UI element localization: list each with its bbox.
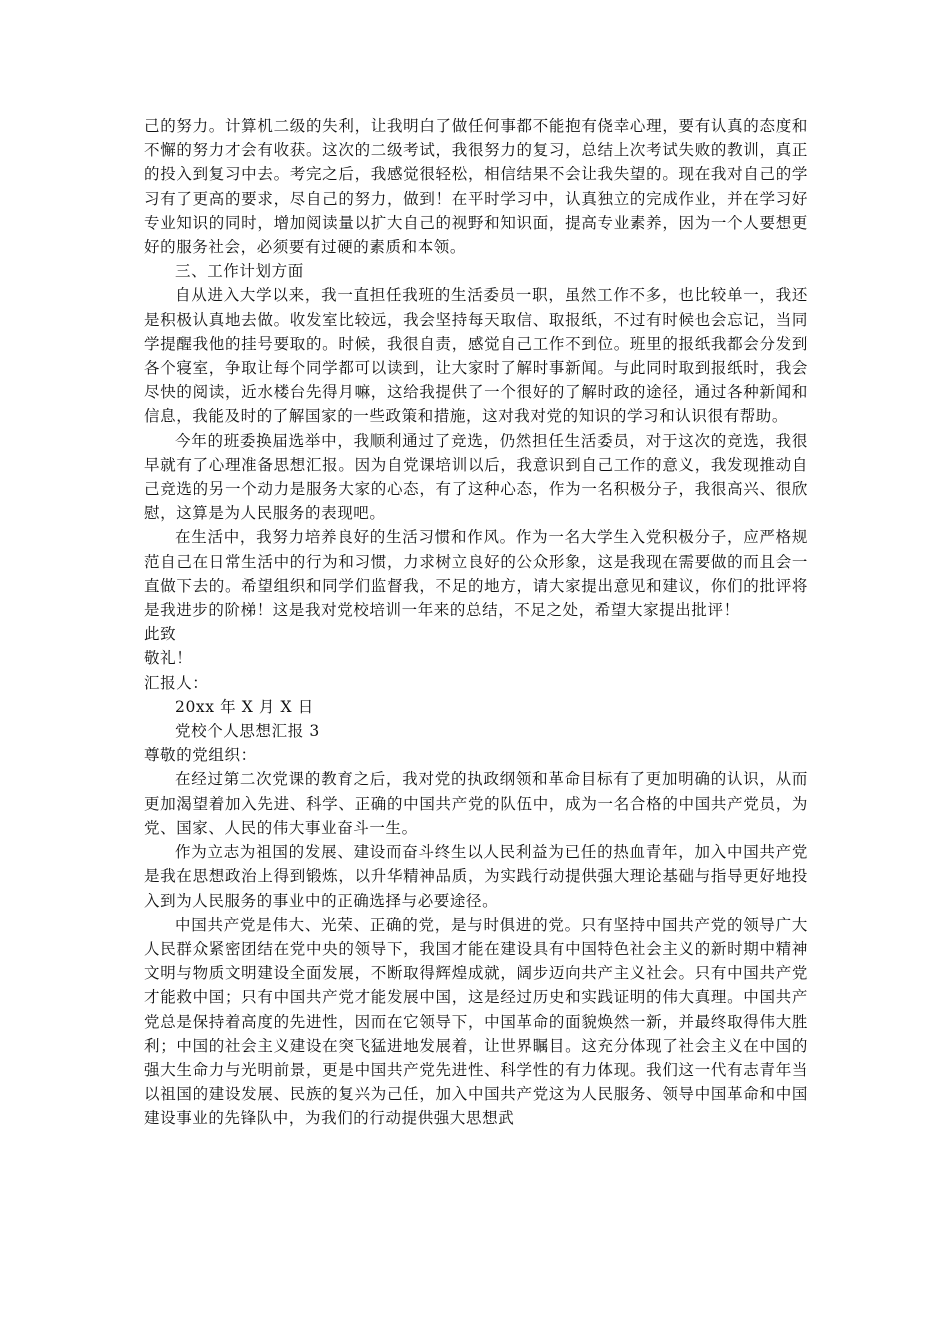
paragraph-second-lesson: 在经过第二次党课的教育之后，我对党的执政纲领和革命目标有了更加明确的认识，从而更加渴望着加入先进、科学、正确的中国共产党的队伍中，成为一名合格的中国共产党员，为党、国家、人民的伟大事业奋斗一生。 <box>144 770 808 837</box>
paragraph-ambition: 作为立志为祖国的发展、建设而奋斗终生以人民利益为已任的热血青年，加入中国共产党是我在思想政治上得到锻炼，以升华精神品质，为实践行动提供强大理论基础与指导更好地投入到为人民服务的事业中的正确选择与必要途径。 <box>144 843 808 910</box>
paragraph-daily-life: 在生活中，我努力培养良好的生活习惯和作风。作为一名大学生入党积极分子，应严格规范自己在日常生活中的行为和习惯，力求树立良好的公众形象，这是我现在需要做的而且会一直做下去的。希望组织和同学们监督我，不足的地方，请大家提出意见和建议，你们的批评将是我进步的阶梯！这是我对党校培训一年来的总结，不足之处，希望大家提出批评！ <box>144 528 808 620</box>
paragraph-class-election: 今年的班委换届选举中，我顺利通过了竞选，仍然担任生活委员，对于这次的竞选，我很早就有了心理准备思想汇报。因为自党课培训以后，我意识到自己工作的意义，我发现推动自己竞选的另一个动力是服务大家的心态，有了这种心态，作为一名积极分子，我很高兴、很欣慰，这算是为人民服务的表现吧。 <box>144 431 808 523</box>
reporter-label: 汇报人： <box>144 673 209 692</box>
document-body <box>144 114 808 1131</box>
report-date: 20xx 年 X 月 X 日 <box>175 697 314 716</box>
paragraph-study-continued: 己的努力。计算机二级的失利，让我明白了做任何事都不能抱有侥幸心理，要有认真的态度和不懈的努力才会有收获。这次的二级考试，我很努力的复习，总结上次考试失败的教训，真正的投入到复习中去。考完之后，我感觉很轻松，相信结果不会让我失望的。现在我对自己的学习有了更高的要求，尽自己的努力，做到！在平时学习中，认真独立的完成作业，并在学习好专业知识的同时，增加阅读量以扩大自己的视野和知识面，提高专业素养，因为一个人要想更好的服务社会，必须要有过硬的素质和本领。 <box>144 117 808 257</box>
closing-regards: 敬礼！ <box>144 649 193 668</box>
closing-salutation: 此致 <box>144 625 177 644</box>
section-heading-work-plan: 三、工作计划方面 <box>175 262 304 281</box>
paragraph-life-committee: 自从进入大学以来，我一直担任我班的生活委员一职，虽然工作不多，也比较单一，我还是积极认真地去做。收发室比较远，我会坚持每天取信、取报纸，不过有时候也会忘记，当同学提醒我他的挂号要取的。时候，我很自责，感觉自己工作不到位。班里的报纸我都会分发到各个寝室，争取让每个同学都可以读到，让大家时了解时事新闻。与此同时取到报纸时，我会尽快的阅读，近水楼台先得月嘛，这给我提供了一个很好的了解时政的途径，通过各种新闻和信息，我能及时的了解国家的一些政策和措施，这对我对党的知识的学习和认识很有帮助。 <box>144 286 808 426</box>
greeting: 尊敬的党组织： <box>144 746 257 765</box>
report-title-3: 党校个人思想汇报 3 <box>175 722 320 741</box>
paragraph-party-greatness: 中国共产党是伟大、光荣、正确的党，是与时俱进的党。只有坚持中国共产党的领导广大人民群众紧密团结在党中央的领导下，我国才能在建设具有中国特色社会主义的新时期中精神文明与物质文明建设全面发展，不断取得辉煌成就，阔步迈向共产主义社会。只有中国共产党才能救中国；只有中国共产党才能发展中国，这是经过历史和实践证明的伟大真理。中国共产党总是保持着高度的先进性，因而在它领导下，中国革命的面貌焕然一新，并最终取得伟大胜利；中国的社会主义建设在突飞猛进地发展着，让世界瞩目。这充分体现了社会主义在中国的强大生命力与光明前景，更是中国共产党先进性、科学性的有力体现。我们这一代有志青年当以祖国的建设发展、民族的复兴为己任，加入中国共产党这为人民服务、领导中国革命和中国建设事业的先锋队中，为我们的行动提供强大思想武 <box>144 915 808 1128</box>
